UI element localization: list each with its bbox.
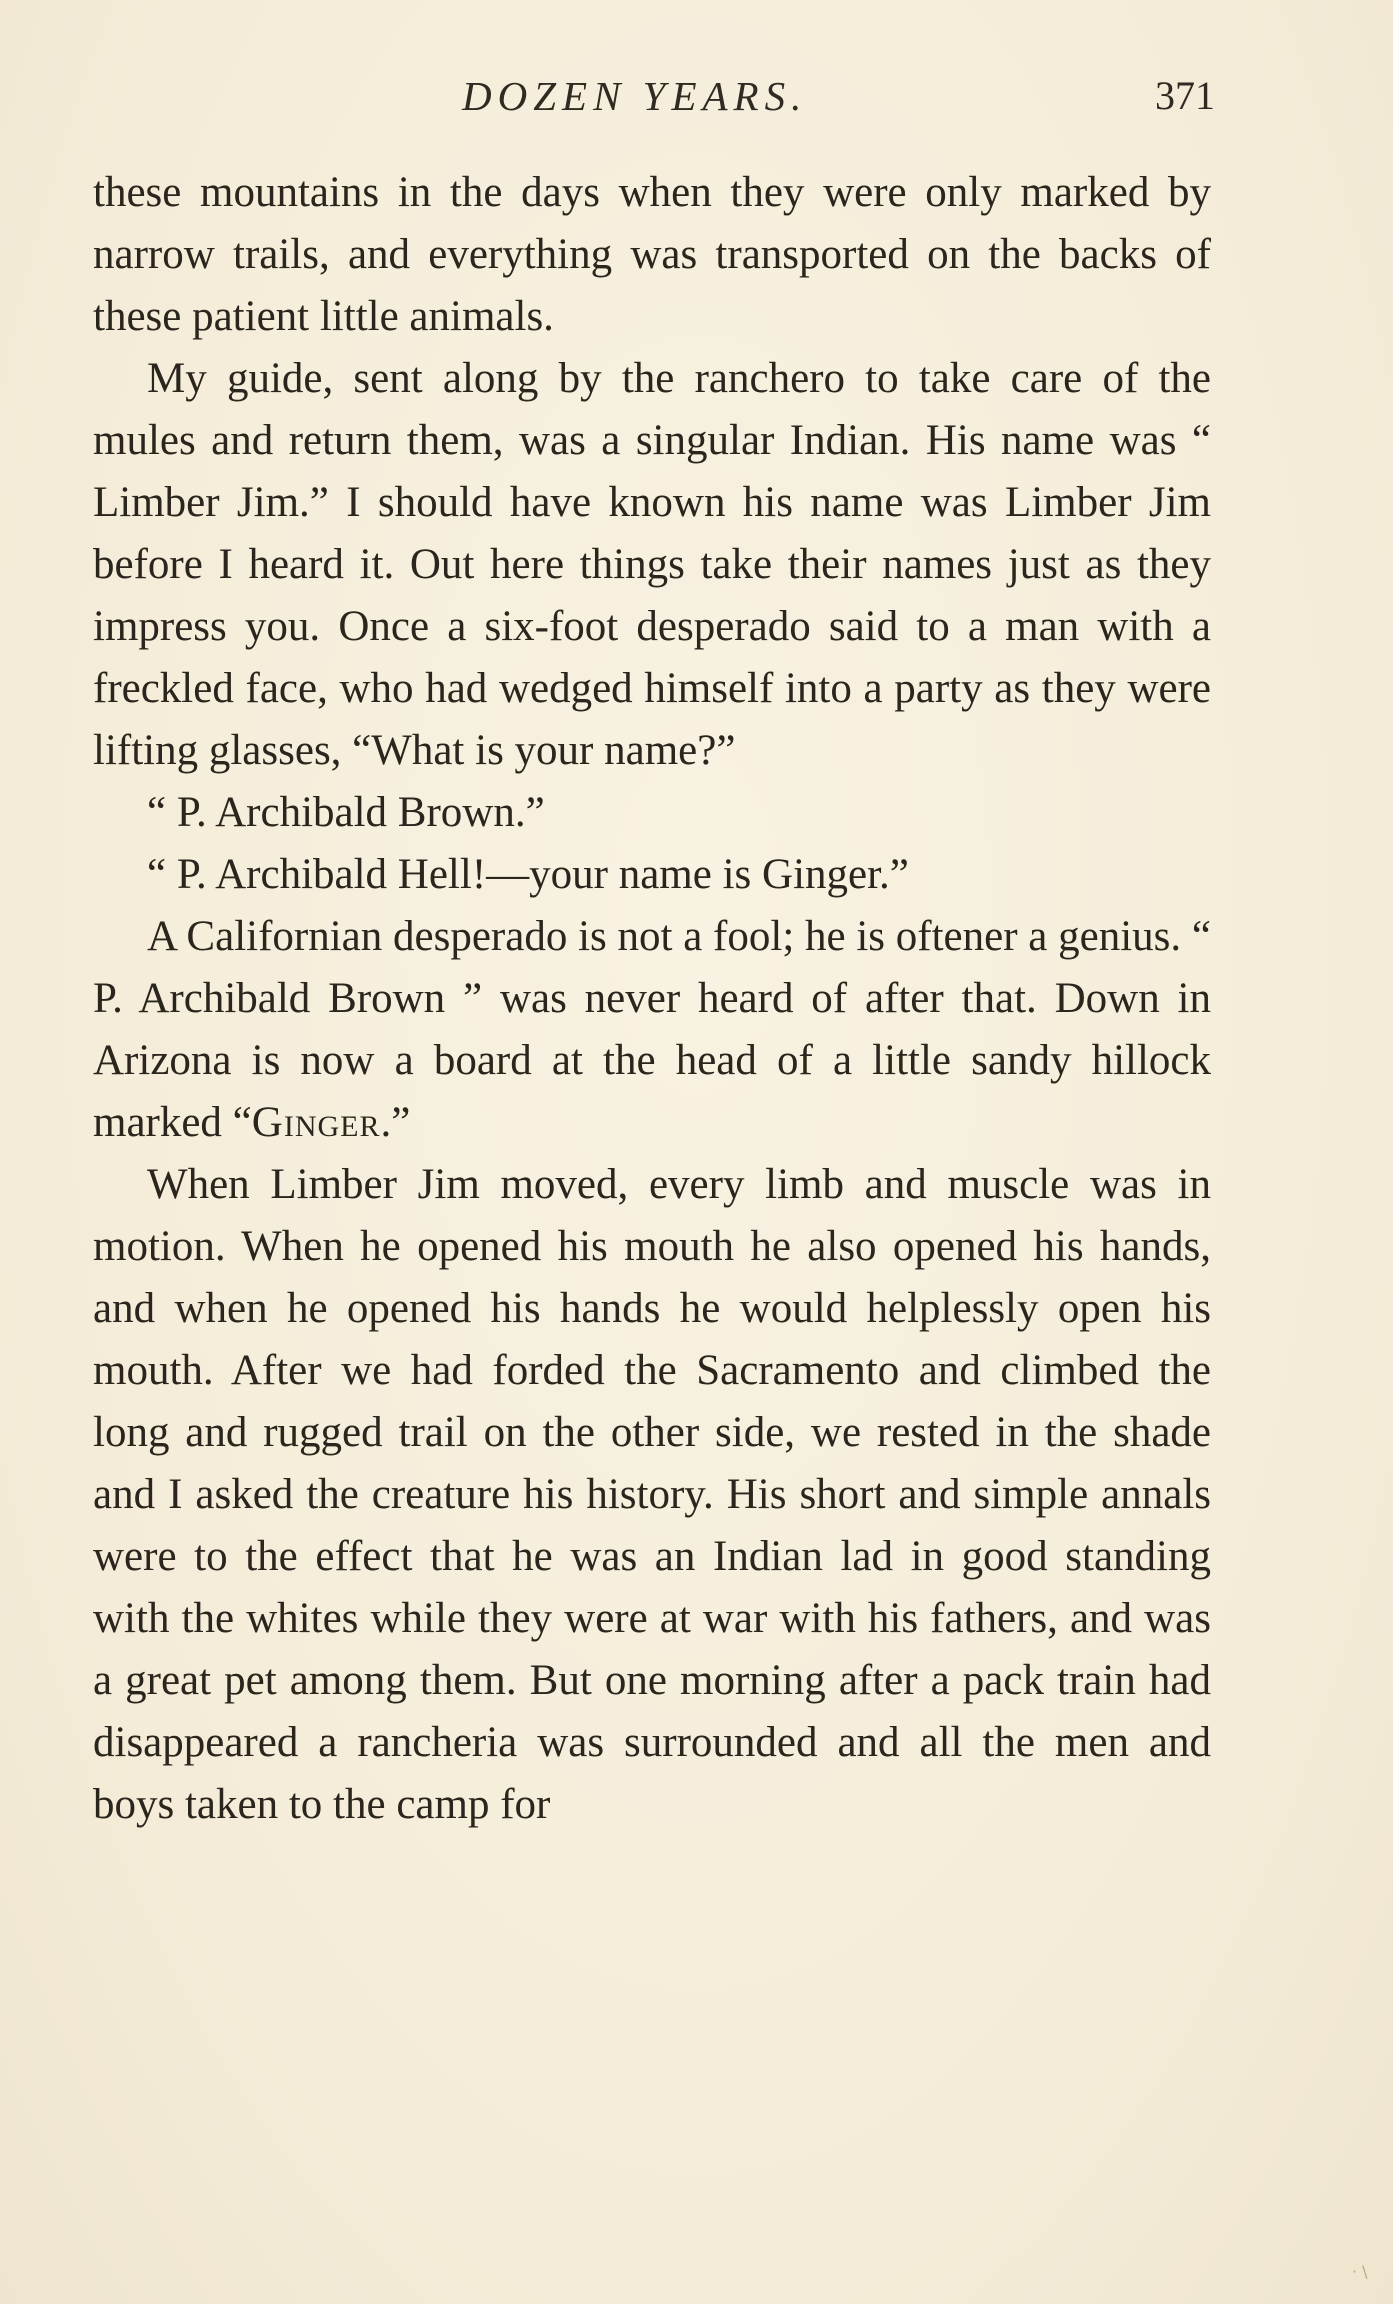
page-number: 371: [1155, 73, 1215, 118]
paragraph-limber-jim-history: When Limber Jim moved, every limb and muscle was in motion. When he opened his mouth he also opened his hands, and when he opened his hands he would helplessly open his mouth. After we had forded the Sacramento and climbed the long and rugged trail on the other side, we rested in the shade and I asked the creature his history. His short and simple annals were to the effect that he was an Indian lad in good standing with the whites while they were at war with his fathers, and was a great pet among them. But one morning after a pack train had disappeared a rancheria was surrounded and all the men and boys taken to the camp for: [93, 1161, 1211, 1828]
running-head: [0, 72, 1393, 132]
paragraph-californian-desperado: [93, 906, 1211, 1154]
body-text: [93, 162, 1211, 1836]
paragraph-limber-jim-intro: My guide, sent along by the ranchero to take care of the mules and return them, was a singular Indian. His name was “ Limber Jim.” I should have known his name was Limber Jim before I heard it. Out here things take their names just as they impress you. Once a six-foot desperado said to a man with a freckled face, who had wedged himself into a party as they were lifting glasses, “What is your name?”: [93, 355, 1211, 774]
paragraph-continuation: these mountains in the days when they were only marked by narrow trails, and everything was transported on the backs of these patient little animals.: [93, 169, 1211, 340]
paragraph-dialogue-ginger: “ P. Archibald Hell!—your name is Ginger.”: [147, 851, 909, 898]
paragraph-text: A Californian desperado is not a fool; he is oftener a genius. “ P. Archibald Brown ” was never heard of after that. Down in Arizona is now a board at the head of a little sandy hillock marked “: [93, 913, 1211, 1146]
paper-speck-mark: · \: [1352, 2262, 1368, 2281]
running-title: DOZEN YEARS.: [462, 73, 808, 119]
paragraph-dialogue-brown: “ P. Archibald Brown.”: [147, 789, 545, 836]
small-caps-ginger: Ginger: [251, 1099, 381, 1146]
paragraph-text-end: .”: [380, 1099, 411, 1146]
